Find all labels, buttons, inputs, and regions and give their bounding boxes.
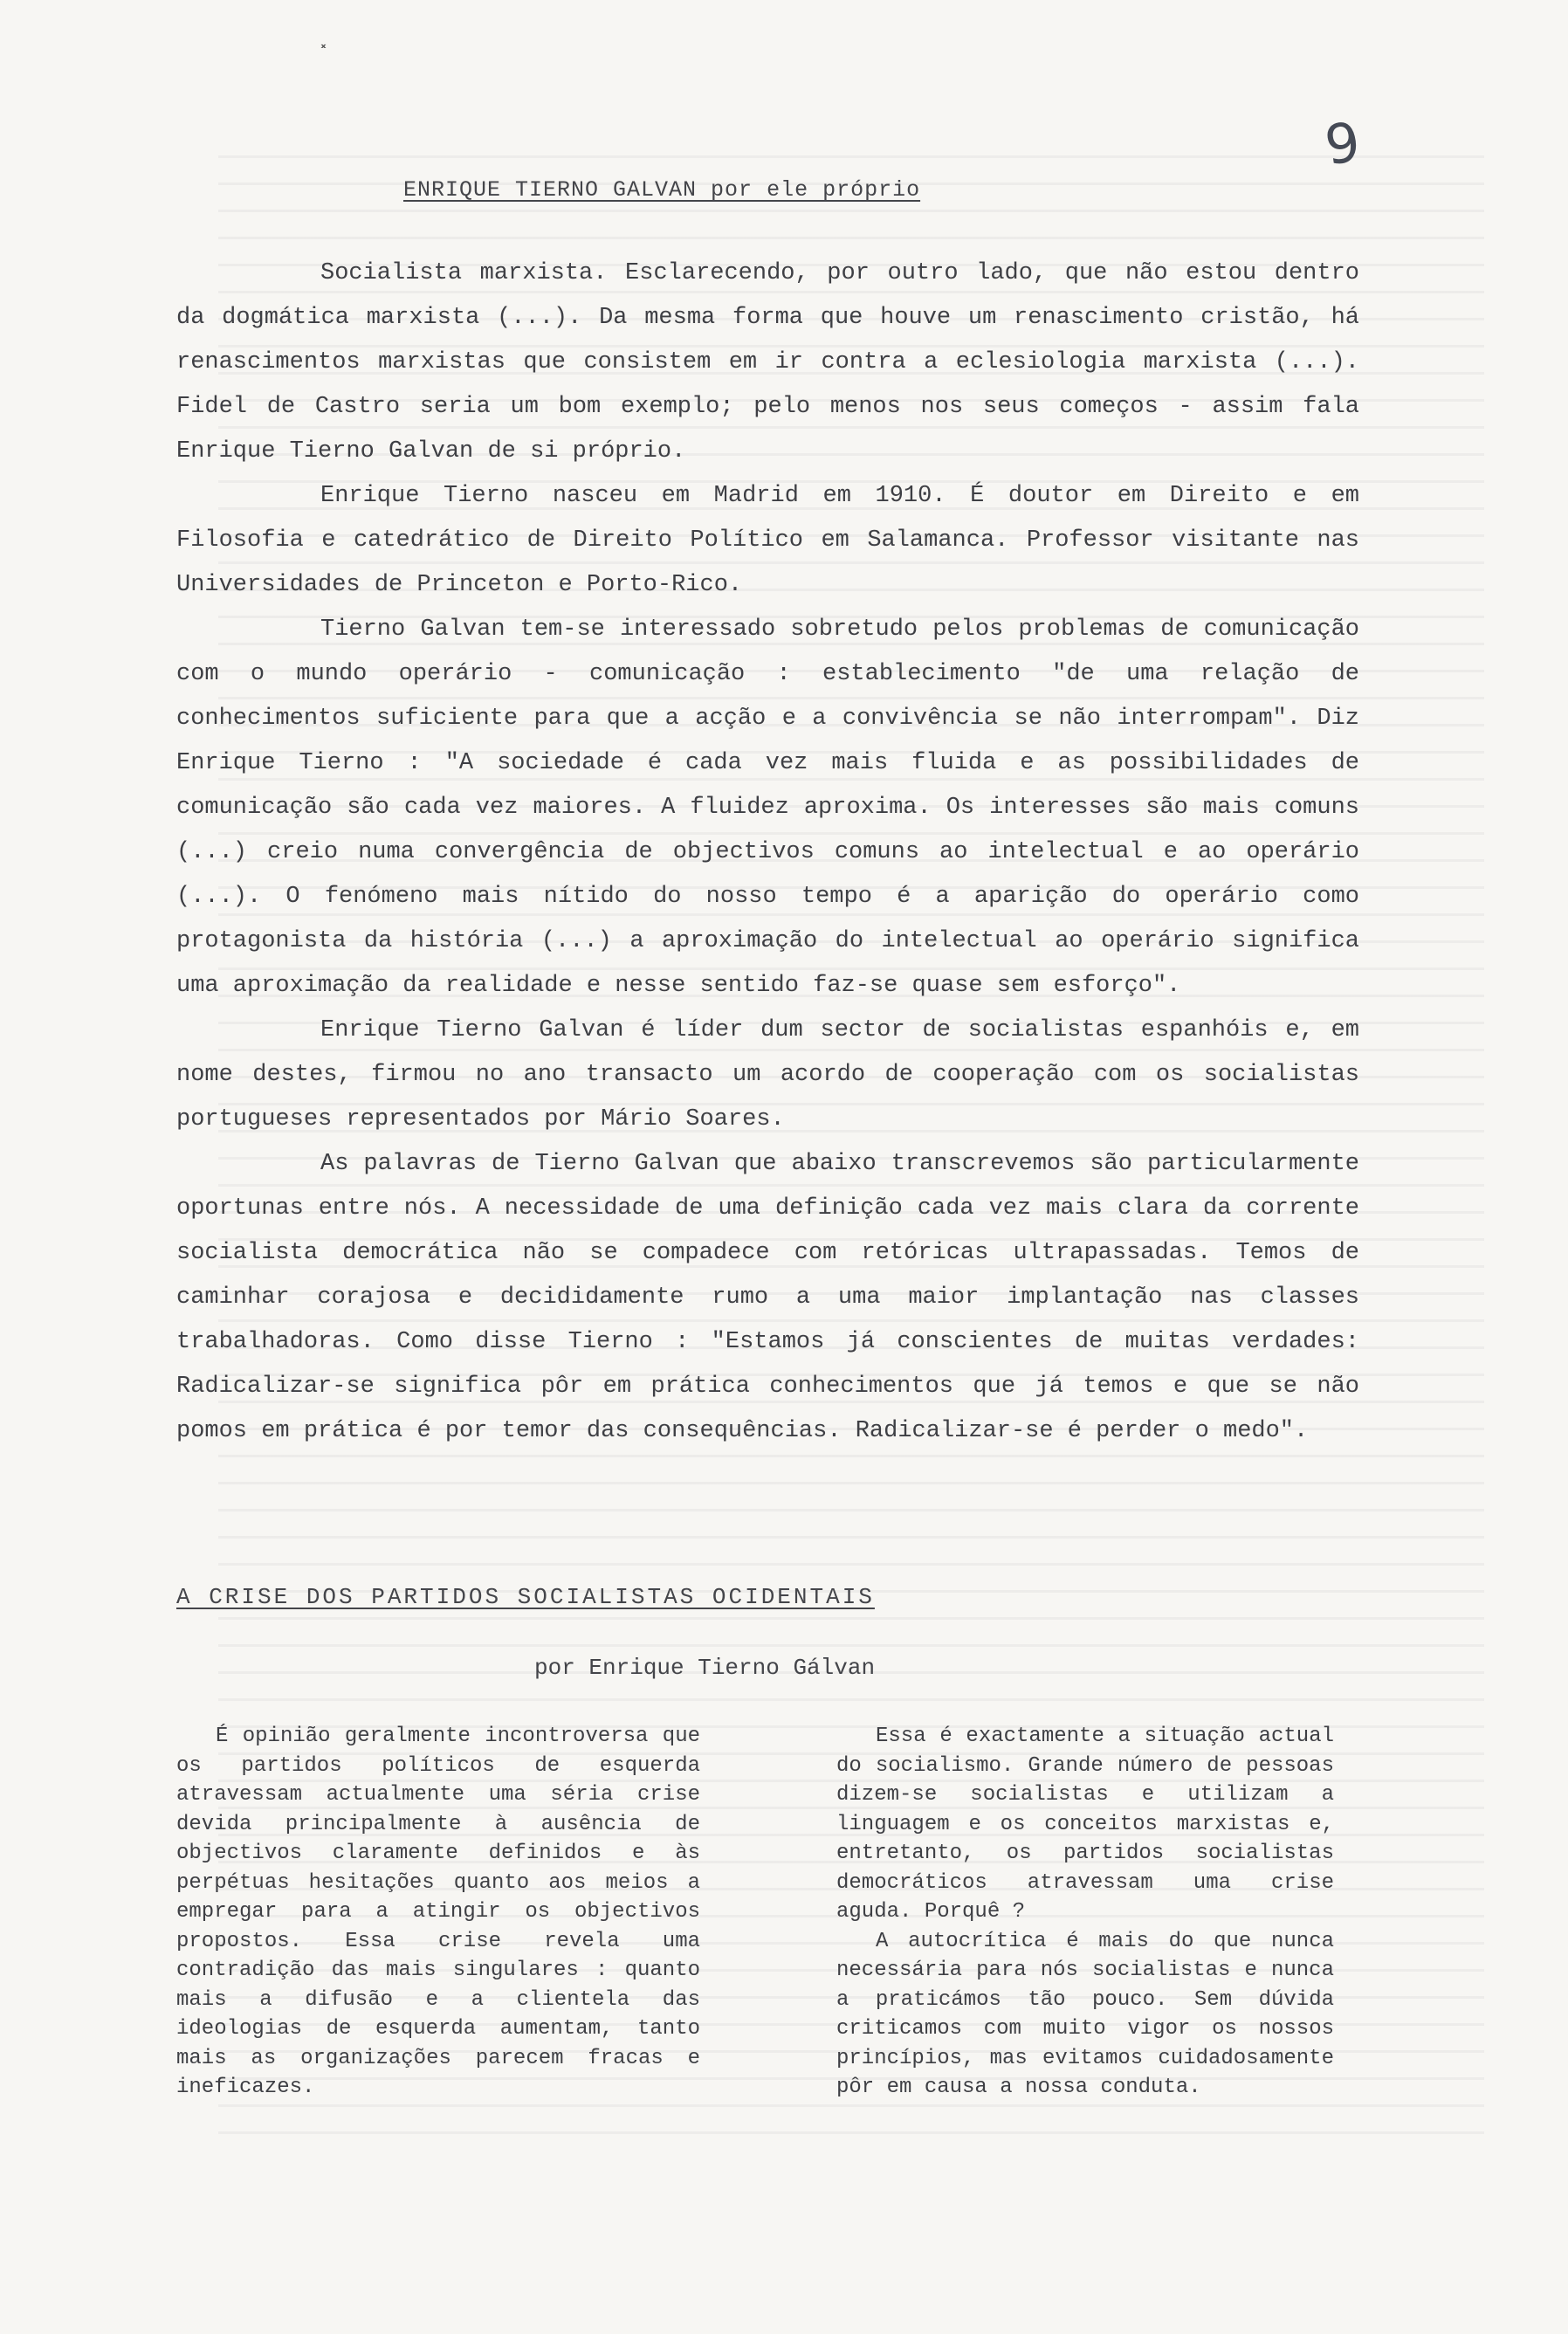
intro-paragraph-3: Tierno Galvan tem-se interessado sobretudo pelos problemas de comunicação com o mundo operário - comunicação : establecimento "de uma relação de conhecimentos suficiente para que a acção e a convivência se não interrompam". Diz Enrique Tierno : "A sociedade é cada vez mais fluida e as possibilidades de comunicação são cada vez maiores. A fluidez aproxima. Os interesses são mais comuns (...) creio numa convergência de objectivos comuns ao intelectual e ao operário (...). O fenómeno mais nítido do nosso tempo é a aparição do operário como protagonista da história (...) a aproximação do intelectual ao operário significa uma aproximação da realidade e nesse sentido faz-se quase sem esforço".: [176, 616, 1359, 999]
article-right-paragraph-2: A autocrítica é mais do que nunca necessária para nós socialistas e nunca a praticámos tão pouco. Sem dúvida criticamos com muito vigor os nossos princípios, mas evitamos cuidadosamente pôr em causa a nossa conduta.: [836, 1929, 1334, 2099]
intro-paragraph-4: Enrique Tierno Galvan é líder dum sector de socialistas espanhóis e, em nome destes, firmou no ano transacto um acordo de cooperação com os socialistas portugueses representados por Mário Soares.: [176, 1017, 1359, 1133]
intro-text: [176, 251, 1359, 1454]
article-column-left: [176, 1722, 700, 2103]
article-title: A CRISE DOS PARTIDOS SOCIALISTAS OCIDENTAIS: [176, 1584, 875, 1610]
article-right-paragraph-1: Essa é exactamente a situação actual do socialismo. Grande número de pessoas dizem-se socialistas e utilizam a linguagem e os conceitos marxistas e, entretanto, os partidos socialistas democráticos atravessam uma crise aguda. Porquê ?: [836, 1725, 1334, 1924]
page-number: 9: [1321, 109, 1365, 178]
article-byline: por Enrique Tierno Gálvan: [534, 1655, 876, 1681]
paper-speck: ˟: [319, 44, 328, 65]
intro-paragraph-5: As palavras de Tierno Galvan que abaixo transcrevemos são particularmente oportunas entre nós. A necessidade de uma definição cada vez mais clara da corrente socialista democrática não se compadece com retóricas ultrapassadas. Temos de caminhar corajosa e decididamente rumo a uma maior implantação nas classes trabalhadoras. Como disse Tierno : "Estamos já conscientes de muitas verdades: Radicalizar-se significa pôr em prática conhecimentos que já temos e que se não pomos em prática é por temor das consequências. Radicalizar-se é perder o medo".: [176, 1151, 1359, 1444]
heading: ENRIQUE TIERNO GALVAN por ele próprio: [403, 177, 921, 203]
intro-paragraph-1: Socialista marxista. Esclarecendo, por outro lado, que não estou dentro da dogmática marxista (...). Da mesma forma que houve um renascimento cristão, há renascimentos marxistas que consistem em ir contra a eclesiologia marxista (...). Fidel de Castro seria um bom exemplo; pelo menos nos seus começos - assim fala Enrique Tierno Galvan de si próprio.: [176, 260, 1359, 465]
article-left-paragraph-1: É opinião geralmente incontroversa que os partidos políticos de esquerda atravessam actualmente uma séria crise devida principalmente à ausência de objectivos claramente definidos e às perpétuas hesitações quanto aos meios a empregar para a atingir os objectivos propostos. Essa crise revela uma contradição das mais singulares : quanto mais a difusão e a clientela das ideologias de esquerda aumentam, tanto mais as organizações parecem fracas e ineficazes.: [176, 1725, 700, 2099]
article-column-right: [836, 1722, 1334, 2103]
intro-paragraph-2: Enrique Tierno nasceu em Madrid em 1910. É doutor em Direito e em Filosofia e catedrático de Direito Político em Salamanca. Professor visitante nas Universidades de Princeton e Porto-Rico.: [176, 483, 1359, 598]
